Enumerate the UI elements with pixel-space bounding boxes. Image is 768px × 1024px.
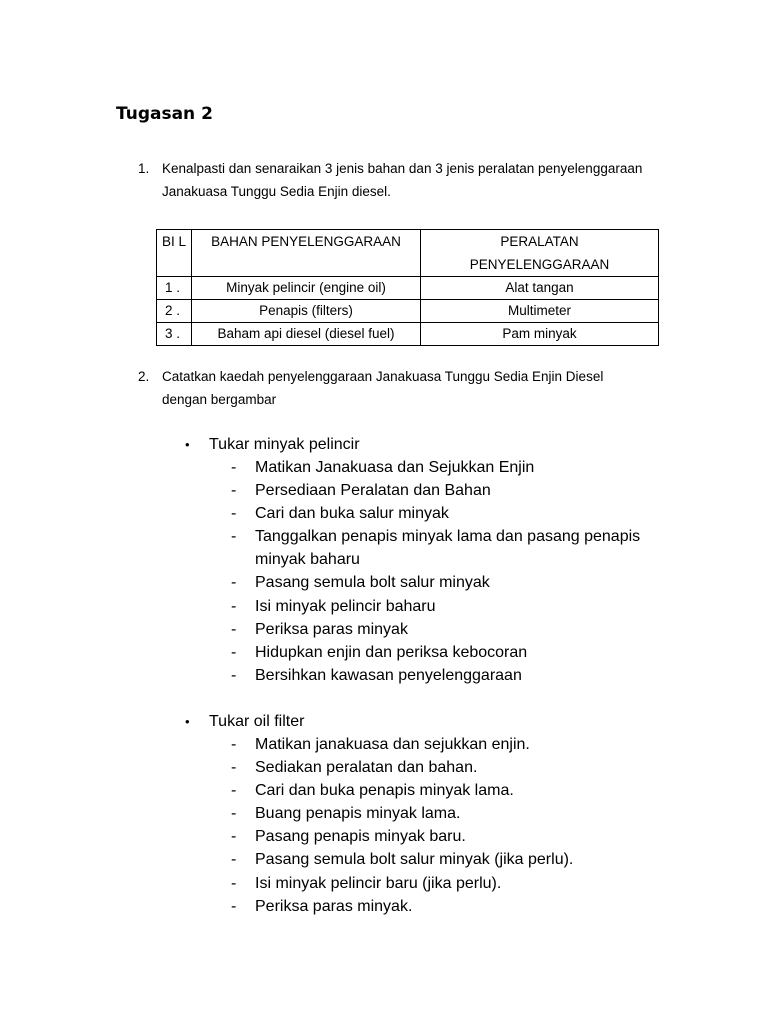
step-text: Cari dan buka penapis minyak lama. xyxy=(255,782,514,800)
dash-icon: - xyxy=(231,874,237,892)
list-item xyxy=(231,848,685,871)
table-header-row xyxy=(157,230,659,277)
list-item xyxy=(231,802,685,825)
list-item xyxy=(231,641,685,664)
header-bahan xyxy=(192,230,421,277)
dash-icon: - xyxy=(231,528,237,546)
dash-icon: - xyxy=(231,851,237,869)
dash-icon: - xyxy=(231,620,237,638)
step-text: Persediaan Peralatan dan Bahan xyxy=(255,482,491,500)
step-text: Pasang penapis minyak baru. xyxy=(255,828,466,846)
step-text: Isi minyak pelincir baru (jika perlu). xyxy=(255,874,502,892)
step-text: Buang penapis minyak lama. xyxy=(255,805,461,823)
row-2-bil: 2 . xyxy=(157,300,192,323)
row-3-bahan: Baham api diesel (diesel fuel) xyxy=(192,323,421,346)
list-item xyxy=(231,479,685,502)
list-item xyxy=(231,872,685,895)
step-text: Matikan janakuasa dan sejukkan enjin. xyxy=(255,736,530,753)
dash-icon: - xyxy=(231,482,237,500)
header-bil-text: BI L xyxy=(161,234,186,249)
row-2-alat: Multimeter xyxy=(421,300,659,323)
list-item xyxy=(231,895,685,918)
row-1-bahan: Minyak pelincir (engine oil) xyxy=(192,277,421,300)
step-text: Pasang semula bolt salur minyak xyxy=(255,574,490,592)
step-text: Tanggalkan penapis minyak lama dan pasang penapis minyak baharu xyxy=(255,528,641,569)
dash-icon: - xyxy=(231,597,237,615)
dash-icon: - xyxy=(231,736,237,753)
list-item xyxy=(231,779,685,802)
table-row xyxy=(157,277,659,300)
question-2-text: Catatkan kaedah penyelenggaraan Janakuasa Tunggu Sedia Enjin Diesel dengan bergambar xyxy=(162,369,604,407)
dash-icon: - xyxy=(231,759,237,777)
bullet-label: Tukar oil filter xyxy=(209,713,305,730)
materials-table xyxy=(156,229,659,346)
dash-icon: - xyxy=(231,574,237,592)
question-2-number: 2. xyxy=(138,369,150,384)
list-item xyxy=(231,756,685,779)
bullet-label: Tukar minyak pelincir xyxy=(209,436,360,453)
list-item xyxy=(231,525,685,571)
dash-icon: - xyxy=(231,828,237,846)
list-item xyxy=(231,456,685,479)
step-list-1 xyxy=(231,456,685,687)
header-alat xyxy=(421,230,659,277)
row-3-alat: Pam minyak xyxy=(421,323,659,346)
question-1-number: 1. xyxy=(138,161,150,176)
list-item xyxy=(231,502,685,525)
step-text: Periksa paras minyak xyxy=(255,620,408,638)
row-1-bil: 1 . xyxy=(157,277,192,300)
dash-icon: - xyxy=(231,643,237,661)
header-alat-text: PERALATAN PENYELENGGARAAN xyxy=(469,234,610,272)
dash-icon: - xyxy=(231,782,237,800)
question-1-text: Kenalpasti dan senaraikan 3 jenis bahan dan 3 jenis peralatan penyelenggaraan Janakuasa Tunggu Sedia Enjin diesel. xyxy=(162,161,643,199)
step-text: Periksa paras minyak. xyxy=(255,897,413,915)
list-item xyxy=(231,571,685,594)
step-text: Bersihkan kawasan penyelenggaraan xyxy=(255,666,522,684)
step-text: Pasang semula bolt salur minyak (jika perlu). xyxy=(255,851,574,869)
list-item xyxy=(231,825,685,848)
step-list-2 xyxy=(231,733,685,918)
dash-icon: - xyxy=(231,897,237,915)
table-row xyxy=(157,300,659,323)
dash-icon: - xyxy=(231,505,237,523)
list-item xyxy=(231,733,685,756)
bullet-icon: • xyxy=(185,714,190,729)
dash-icon: - xyxy=(231,666,237,684)
dash-icon: - xyxy=(231,459,237,476)
row-2-bahan: Penapis (filters) xyxy=(192,300,421,323)
step-text: Matikan Janakuasa dan Sejukkan Enjin xyxy=(255,459,535,476)
step-text: Cari dan buka salur minyak xyxy=(255,505,449,523)
header-bil xyxy=(157,230,192,277)
header-bahan-text: BAHAN PENYELENGGARAAN xyxy=(211,234,401,249)
list-item xyxy=(231,664,685,687)
bullet-icon: • xyxy=(185,437,190,452)
dash-icon: - xyxy=(231,805,237,823)
page-title: Tugasan 2 xyxy=(116,104,213,124)
row-3-bil: 3 . xyxy=(157,323,192,346)
list-item xyxy=(231,618,685,641)
table-row xyxy=(157,323,659,346)
step-text: Hidupkan enjin dan periksa kebocoran xyxy=(255,643,528,661)
step-text: Isi minyak pelincir baharu xyxy=(255,597,436,615)
list-item xyxy=(231,595,685,618)
row-1-alat: Alat tangan xyxy=(421,277,659,300)
step-text: Sediakan peralatan dan bahan. xyxy=(255,759,478,777)
